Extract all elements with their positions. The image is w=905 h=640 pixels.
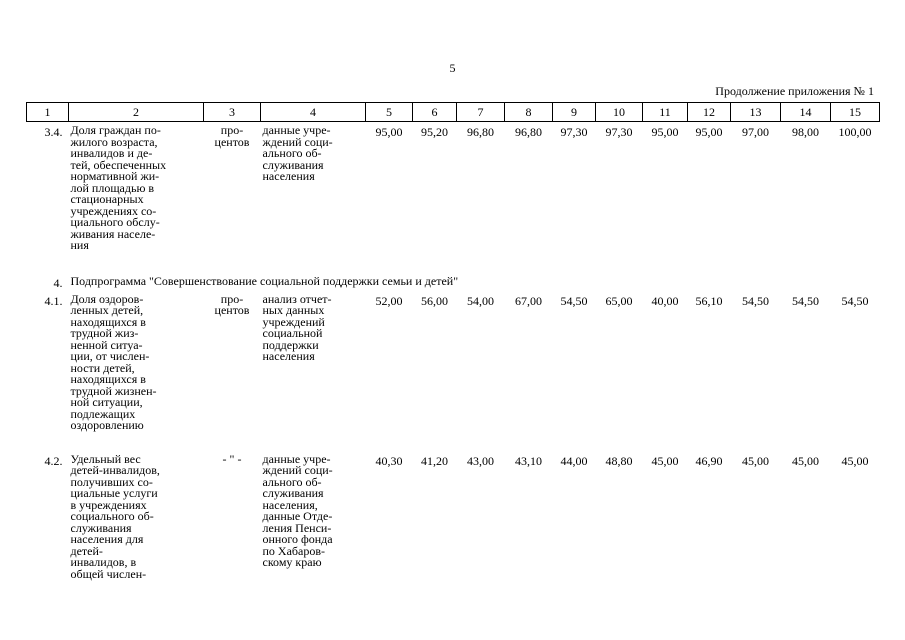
header-row bbox=[27, 103, 880, 122]
col-header: 13 bbox=[731, 103, 781, 122]
unit bbox=[204, 292, 261, 452]
table-row-4-1 bbox=[27, 292, 880, 452]
text-line: данные учре- bbox=[262, 123, 331, 137]
text-line: инвалидов и де- bbox=[70, 146, 153, 160]
text-line: ных данных bbox=[262, 303, 325, 317]
text-line: служивания bbox=[262, 486, 324, 500]
value-cell: 56,00 bbox=[421, 293, 448, 308]
data-source bbox=[261, 292, 366, 452]
text-line: живания населе- bbox=[70, 226, 156, 241]
section-row-4 bbox=[27, 272, 880, 292]
indicator-table bbox=[26, 102, 880, 580]
value-cell: 54,00 bbox=[467, 293, 494, 308]
unit bbox=[204, 122, 261, 272]
value-cell: 67,00 bbox=[515, 293, 542, 308]
row-number: 3.4. bbox=[44, 125, 63, 139]
indicator-name bbox=[69, 452, 204, 581]
text-line: трудной жиз- bbox=[70, 326, 139, 340]
text-line: населения bbox=[262, 349, 315, 363]
text-line: жилого возраста, bbox=[70, 134, 158, 149]
col-header: 8 bbox=[505, 103, 553, 122]
text-line: анализ отчет- bbox=[262, 291, 332, 306]
col-header: 9 bbox=[553, 103, 596, 122]
text-line: оздоровлению bbox=[70, 418, 144, 432]
text-line: данные учре- bbox=[262, 451, 331, 466]
data-source bbox=[261, 452, 366, 581]
table-row-4-2 bbox=[27, 452, 880, 581]
text-line: по Хабаров- bbox=[262, 543, 326, 558]
value-cell: 43,00 bbox=[467, 453, 494, 468]
section-title: Подпрограмма "Совершенствование социальной поддержки семьи и детей" bbox=[70, 273, 459, 288]
value-cell: 95,00 bbox=[695, 125, 723, 139]
col-header: 15 bbox=[831, 103, 880, 122]
value-cell: 54,50 bbox=[560, 293, 588, 308]
value-cell: 44,00 bbox=[560, 453, 588, 468]
text-line: социальной bbox=[262, 326, 323, 340]
text-line: ной ситуации, bbox=[70, 395, 143, 409]
text-line: про- bbox=[220, 291, 244, 306]
text-line: трудной жизнен- bbox=[70, 383, 157, 398]
text-line: поддержки bbox=[262, 337, 319, 352]
text-line: ждений соци- bbox=[262, 463, 333, 477]
value-cell: 45,00 bbox=[651, 453, 679, 468]
text-line: ности детей, bbox=[70, 360, 135, 375]
text-line: Доля оздоров- bbox=[70, 291, 144, 306]
data-source bbox=[261, 122, 366, 272]
value-cell: 45,00 bbox=[841, 453, 869, 468]
text-line: инвалидов, в bbox=[70, 555, 137, 569]
text-line: населения, bbox=[262, 497, 318, 512]
text-line: служивания bbox=[70, 520, 132, 535]
value-cell: 54,50 bbox=[742, 293, 769, 308]
value-cell: 56,10 bbox=[695, 293, 723, 308]
value-cell: 54,50 bbox=[792, 293, 819, 308]
text-line: стационарных bbox=[70, 192, 144, 206]
text-line: центов bbox=[214, 303, 250, 317]
section-number: 4. bbox=[53, 275, 63, 290]
text-line: детей- bbox=[70, 543, 103, 558]
text-line: находящихся в bbox=[70, 372, 146, 386]
col-header: 7 bbox=[457, 103, 505, 122]
text-line: про- bbox=[220, 123, 244, 137]
text-line: подлежащих bbox=[70, 406, 136, 421]
value-cell: 96,80 bbox=[515, 125, 542, 139]
text-line: детей-инвалидов, bbox=[70, 463, 160, 477]
value-cell: 97,00 bbox=[742, 125, 769, 139]
indicator-name bbox=[69, 292, 204, 452]
value-cell: 100,00 bbox=[838, 125, 872, 139]
value-cell: 97,30 bbox=[605, 125, 633, 139]
col-header: 1 bbox=[27, 103, 69, 122]
row-number: 4.1. bbox=[44, 293, 63, 308]
text-line: находящихся в bbox=[70, 314, 146, 329]
col-header: 14 bbox=[781, 103, 831, 122]
text-line: населения для bbox=[70, 532, 144, 546]
indicator-name bbox=[69, 122, 204, 272]
text-line: социального об- bbox=[70, 509, 154, 523]
value-cell: 43,10 bbox=[515, 453, 542, 468]
value-cell: 41,20 bbox=[421, 453, 448, 468]
text-line: нормативной жи- bbox=[70, 169, 160, 183]
text-line: лой площадью в bbox=[70, 180, 155, 195]
value-cell: 45,00 bbox=[792, 453, 819, 468]
col-header: 10 bbox=[596, 103, 643, 122]
page-number: 5 bbox=[449, 61, 456, 75]
text-line: учреждениях со- bbox=[70, 203, 157, 218]
value-cell: 48,80 bbox=[605, 453, 633, 468]
text-line: учреждений bbox=[262, 314, 325, 329]
col-header: 2 bbox=[69, 103, 204, 122]
text-line: скому краю bbox=[262, 555, 322, 569]
value-cell: 95,00 bbox=[651, 125, 679, 139]
text-line: общей числен- bbox=[70, 566, 147, 581]
value-cell: 46,90 bbox=[695, 453, 723, 468]
value-cell: 98,00 bbox=[792, 125, 819, 139]
col-header: 4 bbox=[261, 103, 366, 122]
text-line: населения bbox=[262, 169, 315, 183]
col-header: 5 bbox=[366, 103, 413, 122]
col-header: 12 bbox=[688, 103, 731, 122]
table-row-3-4 bbox=[27, 122, 880, 272]
text-line: ального об- bbox=[262, 474, 322, 489]
text-line: ненной ситуа- bbox=[70, 337, 143, 352]
text-line: тей, обеспеченных bbox=[70, 157, 167, 172]
value-cell: 65,00 bbox=[605, 293, 633, 308]
row-number: 4.2. bbox=[44, 453, 63, 468]
text-line: ального об- bbox=[262, 146, 322, 160]
text-line: Доля граждан по- bbox=[70, 123, 161, 137]
col-header: 6 bbox=[413, 103, 457, 122]
text-line: данные Отде- bbox=[262, 509, 333, 523]
text-line: ции, от числен- bbox=[70, 349, 150, 363]
value-cell: 40,30 bbox=[375, 453, 403, 468]
text-line: Удельный вес bbox=[70, 451, 141, 466]
value-cell: 40,00 bbox=[651, 293, 679, 308]
text-line: - " - bbox=[222, 451, 242, 466]
col-header: 11 bbox=[643, 103, 688, 122]
value-cell: 97,30 bbox=[560, 125, 588, 139]
text-line: циального обслу- bbox=[70, 215, 160, 229]
text-line: получивших со- bbox=[70, 474, 153, 489]
text-line: ждений соци- bbox=[262, 134, 333, 149]
text-line: ния bbox=[70, 238, 89, 252]
text-line: онного фонда bbox=[262, 532, 333, 546]
text-line: в учреждениях bbox=[70, 497, 147, 512]
col-header: 3 bbox=[204, 103, 261, 122]
text-line: ления Пенси- bbox=[262, 520, 332, 535]
value-cell: 54,50 bbox=[841, 293, 869, 308]
text-line: циальные услуги bbox=[70, 486, 158, 500]
value-cell: 95,20 bbox=[421, 125, 448, 139]
value-cell: 96,80 bbox=[467, 125, 494, 139]
unit bbox=[204, 452, 261, 581]
value-cell: 52,00 bbox=[375, 293, 403, 308]
text-line: ленных детей, bbox=[70, 303, 144, 317]
text-line: служивания bbox=[262, 157, 324, 172]
value-cell: 45,00 bbox=[742, 453, 769, 468]
text-line: центов bbox=[214, 134, 250, 149]
continuation-note: Продолжение приложения № 1 bbox=[715, 84, 874, 98]
value-cell: 95,00 bbox=[375, 125, 403, 139]
